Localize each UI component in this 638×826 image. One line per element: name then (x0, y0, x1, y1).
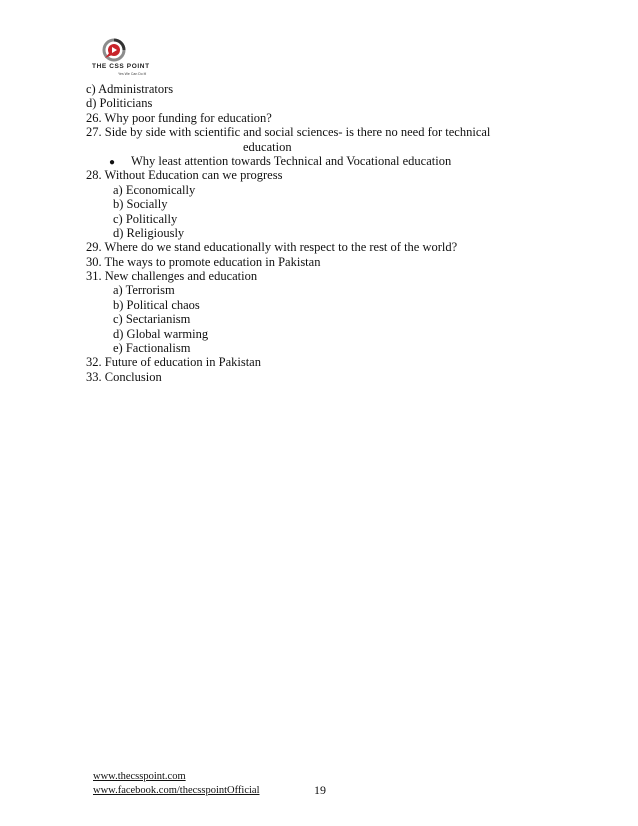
website-link[interactable]: www.thecsspoint.com (93, 771, 186, 782)
outline-line: 30. The ways to promote education in Pakistan (86, 254, 321, 269)
page-number: 19 (314, 783, 326, 797)
bullet-item (81, 154, 561, 168)
bullet-text: Why least attention towards Technical and Vocational education (131, 153, 452, 168)
outline-line: 29. Where do we stand educationally with respect to the rest of the world? (86, 240, 458, 255)
css-point-emblem-icon (102, 38, 126, 64)
outline-line: a) Economically (113, 182, 196, 197)
outline-line: 28. Without Education can we progress (86, 168, 283, 183)
outline-line: b) Socially (113, 197, 168, 212)
outline-line: e) Factionalism (113, 341, 191, 356)
outline-line: 27. Side by side with scientific and social sciences- is there no need for technical (86, 125, 491, 140)
bullet-dot-icon: ● (109, 156, 116, 168)
outline-line: d) Politicians (86, 96, 153, 111)
outline-line: education (243, 139, 292, 154)
site-logo (92, 38, 172, 80)
outline-line: 26. Why poor funding for education? (86, 110, 272, 125)
outline-line: d) Religiously (113, 225, 185, 240)
logo-name: THE CSS POINT (92, 63, 150, 70)
outline-line: b) Political chaos (113, 297, 200, 312)
logo-tagline: Yes We Can Do it! (118, 72, 147, 76)
outline-line: 33. Conclusion (86, 369, 162, 384)
outline-line: 31. New challenges and education (86, 269, 258, 284)
outline-line: a) Terrorism (113, 283, 175, 298)
outline-line: d) Global warming (113, 326, 209, 341)
document-body (81, 82, 561, 384)
outline-line: c) Politically (113, 211, 178, 226)
outline-line: c) Sectarianism (113, 312, 191, 327)
footer-links (93, 770, 260, 797)
outline-line: 32. Future of education in Pakistan (86, 355, 261, 370)
facebook-link[interactable]: www.facebook.com/thecsspointOfficial (93, 784, 260, 796)
outline-line: c) Administrators (86, 82, 174, 96)
